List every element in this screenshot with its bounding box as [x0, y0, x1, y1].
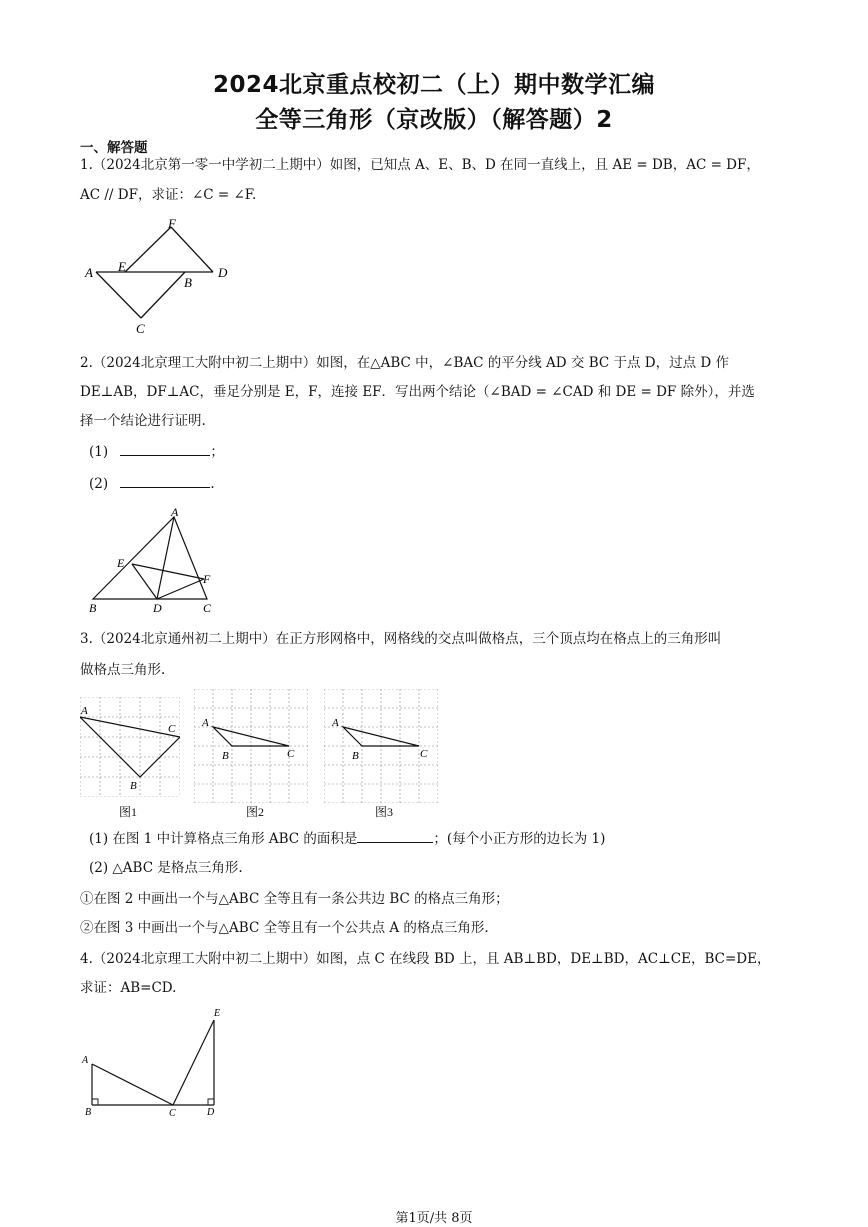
- q2-label-D: D: [153, 601, 162, 615]
- q2-label-C: C: [203, 601, 212, 615]
- q2-figure: [80, 505, 230, 617]
- q2-label-B: B: [89, 601, 97, 615]
- q1-label-E: E: [118, 259, 126, 274]
- q2-answer-1: [89, 442, 224, 462]
- q3-fig2-caption: 图2: [246, 805, 265, 819]
- q3-text-line2: 做格点三角形.: [80, 662, 166, 678]
- q2-text-line2: DE⊥AB，DF⊥AC，垂足分别是 E，F，连接 EF．写出两个结论（∠BAD = ∠CAD 和 DE = DF 除外），并选: [80, 384, 755, 400]
- q3-fig2-label-C: C: [287, 748, 295, 760]
- page-title-line1: 2024北京重点校初二（上）期中数学汇编: [212, 72, 655, 98]
- q3-fig1-label-A: A: [81, 705, 88, 717]
- q3-sub1-suffix: ；(每个小正方形的边长为 1): [433, 831, 606, 847]
- q2-text-line1: 2.（2024北京理工大附中初二上期中）如图，在△ABC 中，∠BAC 的平分线 AD 交 BC 于点 D，过点 D 作: [80, 355, 730, 371]
- q3-figure-2: [194, 689, 308, 803]
- q3-fig1-caption: 图1: [119, 805, 138, 819]
- q3-sub1-blank[interactable]: [357, 842, 433, 843]
- q1-text-line1: 1.（2024北京第一零一中学初二上期中）如图，已知点 A、E、B、D 在同一直线上，且 AE = DB，AC = DF，: [80, 157, 760, 173]
- q1-text-line2: AC // DF，求证：∠C = ∠F.: [80, 187, 257, 203]
- q3-figure-1: [80, 697, 180, 797]
- q3-sub2-a: ①在图 2 中画出一个与△ABC 全等且有一条公共边 BC 的格点三角形；: [80, 891, 509, 907]
- q1-label-C: C: [136, 321, 145, 336]
- q2-answer-2: [89, 474, 215, 494]
- q2-text-line3: 择一个结论进行证明.: [80, 413, 206, 429]
- q2-answer-1-label: (1): [89, 444, 109, 460]
- q3-fig3-label-A: A: [332, 717, 339, 729]
- q3-fig1-label-B: B: [130, 780, 137, 792]
- q4-label-B: B: [85, 1107, 92, 1118]
- q4-label-A: A: [82, 1055, 89, 1066]
- q3-figure-3: [324, 689, 438, 803]
- q3-fig3-caption: 图3: [375, 805, 394, 819]
- q3-sub1: [89, 829, 605, 849]
- q3-fig2-label-B: B: [222, 750, 229, 762]
- page-title-line2: 全等三角形（京改版）（解答题）2: [255, 107, 613, 133]
- q4-label-E: E: [214, 1008, 221, 1019]
- q2-label-F: F: [203, 572, 211, 586]
- q2-answer-2-blank[interactable]: [120, 487, 210, 488]
- page-number: 第1页/共 8页: [395, 1211, 473, 1226]
- section-heading: 一、解答题: [80, 140, 148, 156]
- q4-text-line1: 4.（2024北京理工大附中初二上期中）如图，点 C 在线段 BD 上，且 AB⊥BD，DE⊥BD，AC⊥CE，BC=DE，: [80, 951, 771, 967]
- q2-label-E: E: [117, 556, 125, 570]
- q2-answer-1-suffix: ；: [210, 444, 224, 460]
- q2-label-A: A: [171, 505, 179, 519]
- q1-label-D: D: [218, 265, 228, 280]
- q2-answer-1-blank[interactable]: [120, 455, 210, 456]
- q1-label-B: B: [184, 275, 192, 290]
- q3-fig2-label-A: A: [202, 717, 209, 729]
- q3-fig3-label-C: C: [420, 748, 428, 760]
- q1-label-F: F: [168, 216, 176, 231]
- q4-label-C: C: [169, 1108, 176, 1119]
- q3-sub1-text: (1) 在图 1 中计算格点三角形 ABC 的面积是: [89, 831, 358, 847]
- q3-text-line1: 3.（2024北京通州初二上期中）在正方形网格中，网格线的交点叫做格点，三个顶点均在格点上的三角形叫: [80, 631, 722, 647]
- q1-figure: [80, 215, 240, 340]
- q3-sub2-b: ②在图 3 中画出一个与△ABC 全等且有一个公共点 A 的格点三角形.: [80, 920, 489, 936]
- q2-answer-2-label: (2): [89, 476, 109, 492]
- q2-answer-2-suffix: .: [210, 476, 215, 492]
- q3-fig3-label-B: B: [352, 750, 359, 762]
- q1-label-A: A: [85, 265, 93, 280]
- q3-sub2: (2) △ABC 是格点三角形.: [89, 860, 243, 876]
- q4-label-D: D: [207, 1107, 215, 1118]
- q3-fig1-label-C: C: [168, 723, 176, 735]
- q4-text-line2: 求证：AB=CD.: [80, 980, 177, 996]
- q4-figure: [78, 1005, 238, 1125]
